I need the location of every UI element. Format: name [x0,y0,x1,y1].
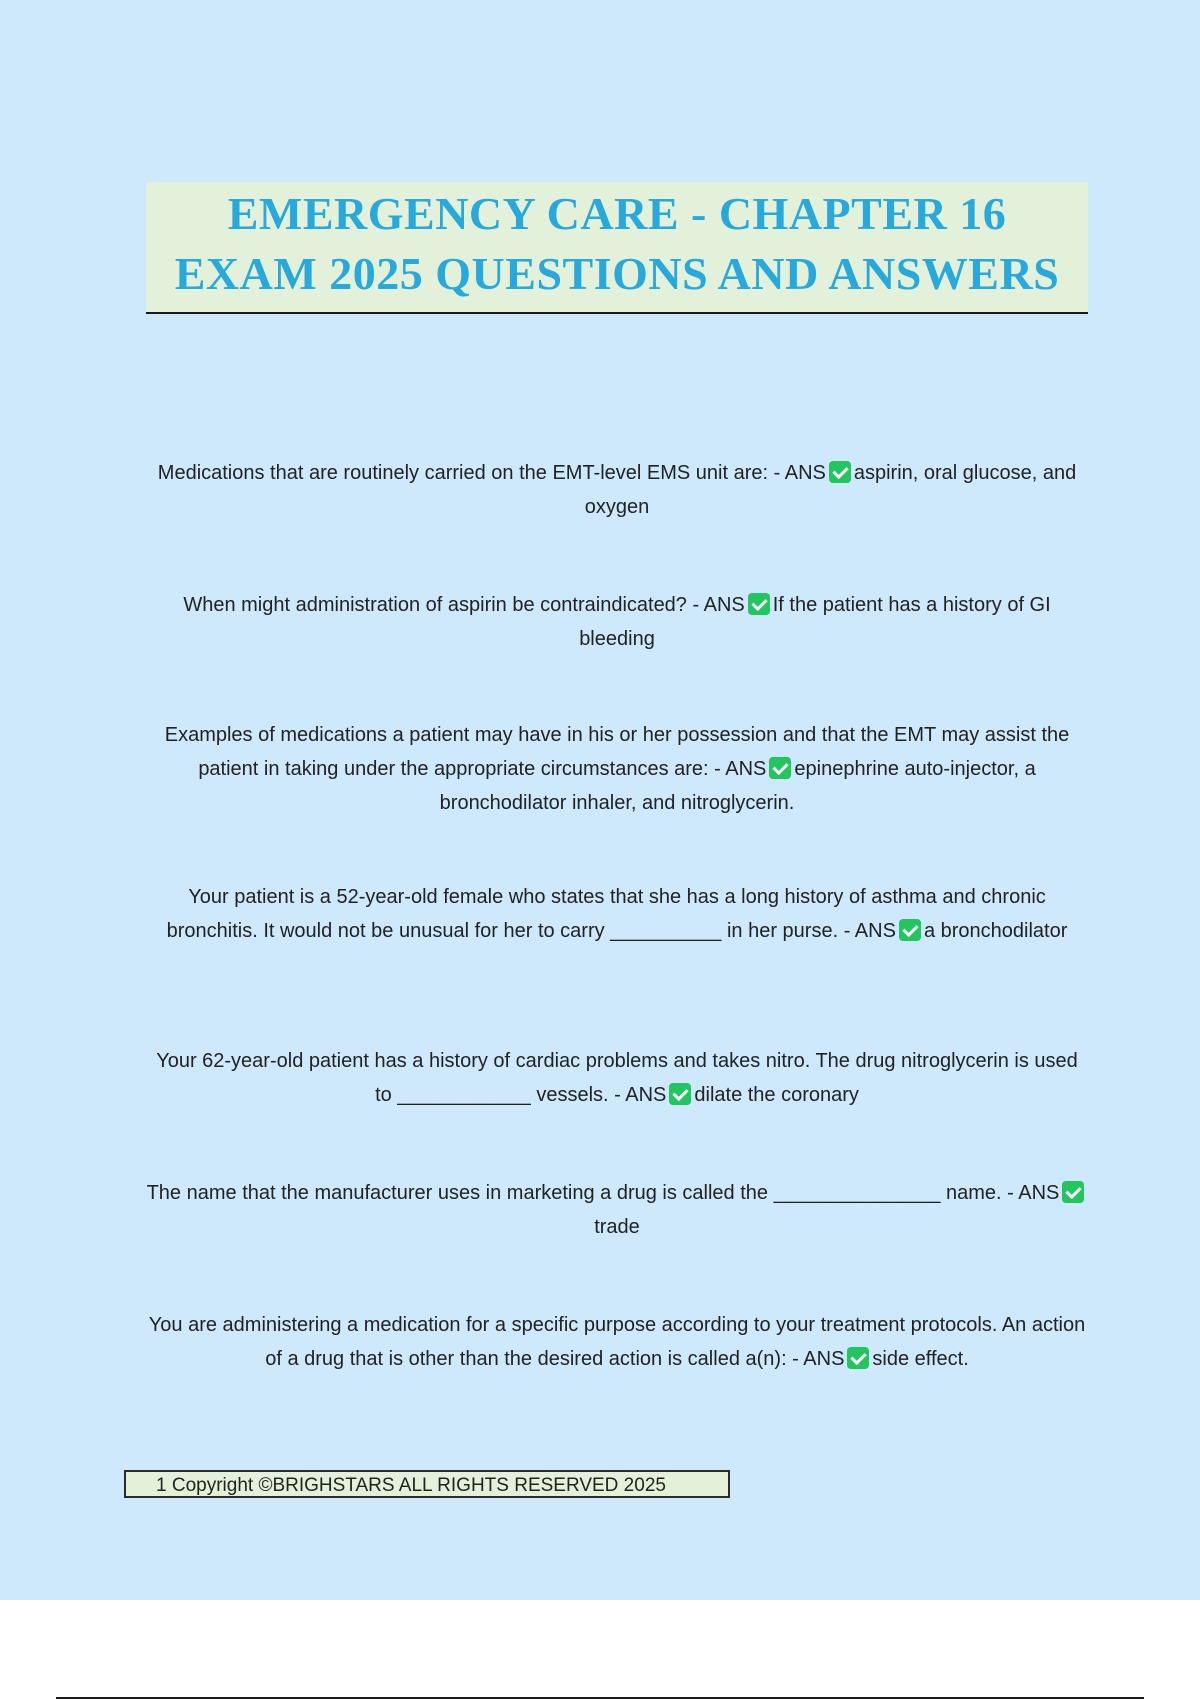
answer-text: a bronchodilator [923,920,1068,942]
checkmark-icon [748,593,770,615]
answer-text: trade [594,1216,640,1238]
question-text: Your 62-year-old patient has a history of cardiac problems and takes nitro. The drug nitroglycerin is used to ____________ vessels. - ANS [156,1050,1078,1106]
qa-item-6 [146,1176,1088,1244]
qa-item-7 [146,1308,1088,1376]
question-text: Medications that are routinely carried on the EMT-level EMS unit are: - ANS [157,462,826,484]
checkmark-icon [899,919,921,941]
question-text: The name that the manufacturer uses in marketing a drug is called the _______________ name. - ANS [146,1182,1060,1204]
document-title [146,182,1088,314]
qa-item-5 [146,1044,1088,1112]
title-line-2: EXAM 2025 QUESTIONS AND ANSWERS [174,248,1060,299]
answer-text: dilate the coronary [694,1084,859,1106]
qa-item-1 [146,456,1088,524]
answer-text: side effect. [872,1348,969,1370]
question-text: You are administering a medication for a specific purpose according to your treatment protocols. An action of a drug that is other than the desired action is called a(n): - ANS [148,1314,1086,1370]
page-divider [56,1697,1144,1699]
title-line-1: EMERGENCY CARE - CHAPTER 16 [227,188,1007,239]
checkmark-icon [1062,1181,1084,1203]
qa-item-3 [146,718,1088,820]
answer-text: If the patient has a history of GI bleeding [579,594,1051,650]
checkmark-icon [847,1347,869,1369]
question-text: When might administration of aspirin be contraindicated? - ANS [183,594,745,616]
checkmark-icon [769,757,791,779]
qa-item-4 [146,880,1088,948]
checkmark-icon [829,461,851,483]
answer-text: aspirin, oral glucose, and oxygen [584,462,1077,518]
checkmark-icon [669,1083,691,1105]
qa-item-2 [146,588,1088,656]
answer-text: epinephrine auto-injector, a bronchodilator inhaler, and nitroglycerin. [439,758,1036,814]
question-text: Your patient is a 52-year-old female who states that she has a long history of asthma and chronic bronchitis. It would not be unusual for her to carry __________ in her purse. - ANS [166,886,1046,942]
copyright-footer: 1 Copyright ©BRIGHSTARS ALL RIGHTS RESERVED 2025 [124,1470,730,1498]
question-text: Examples of medications a patient may have in his or her possession and that the EMT may assist the patient in taking under the appropriate circumstances are: - ANS [164,724,1070,780]
